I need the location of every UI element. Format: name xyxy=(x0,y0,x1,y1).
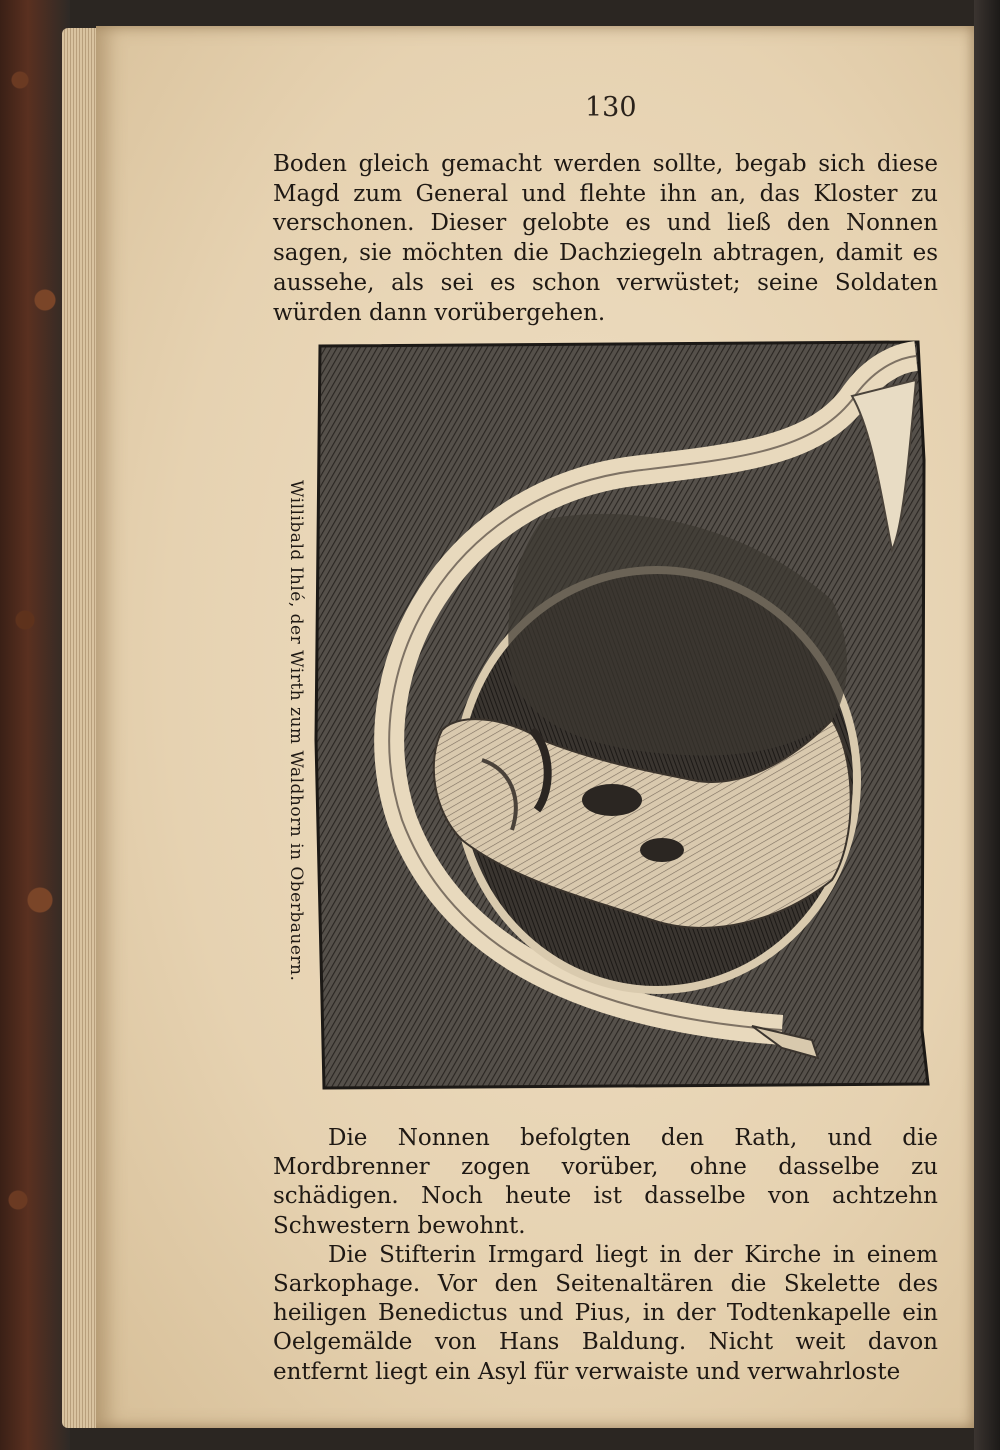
page-number: 130 xyxy=(585,92,637,123)
engraved-illustration xyxy=(312,340,934,1092)
paragraph: Die Nonnen befolgten den Rath, und die Mordbrenner zogen vorüber, ohne dasselbe zu schädigen. Noch heute ist dasselbe von achtzehn Schwestern bewohnt. xyxy=(273,1125,938,1239)
top-text-block xyxy=(273,150,938,328)
paragraph: Boden gleich gemacht werden sollte, begab sich diese Magd zum General und flehte ihn an, das Kloster zu verschonen. Dieser gelobte es und ließ den Nonnen sagen, sie möchten die Dachziegeln abtragen, damit es aussehe, als sei es schon verwüstet; seine Soldaten würden dann vorübergehen. xyxy=(273,151,938,326)
illustration-caption: Willibald Ihlé, der Wirth zum Waldhorn in Oberbauern. xyxy=(286,480,306,982)
bottom-text-block xyxy=(273,1124,938,1387)
facing-page-edge xyxy=(974,0,1000,1450)
paragraph: Die Stifterin Irmgard liegt in der Kirche in einem Sarkophage. Vor den Seitenaltären die Skelette des heiligen Benedictus und Pius, in der Todtenkapelle ein Oelgemälde von Hans Baldung. Nicht weit davon entfernt liegt ein Asyl für verwaiste und verwahrloste xyxy=(273,1241,938,1385)
book-cover-edge xyxy=(0,0,70,1450)
